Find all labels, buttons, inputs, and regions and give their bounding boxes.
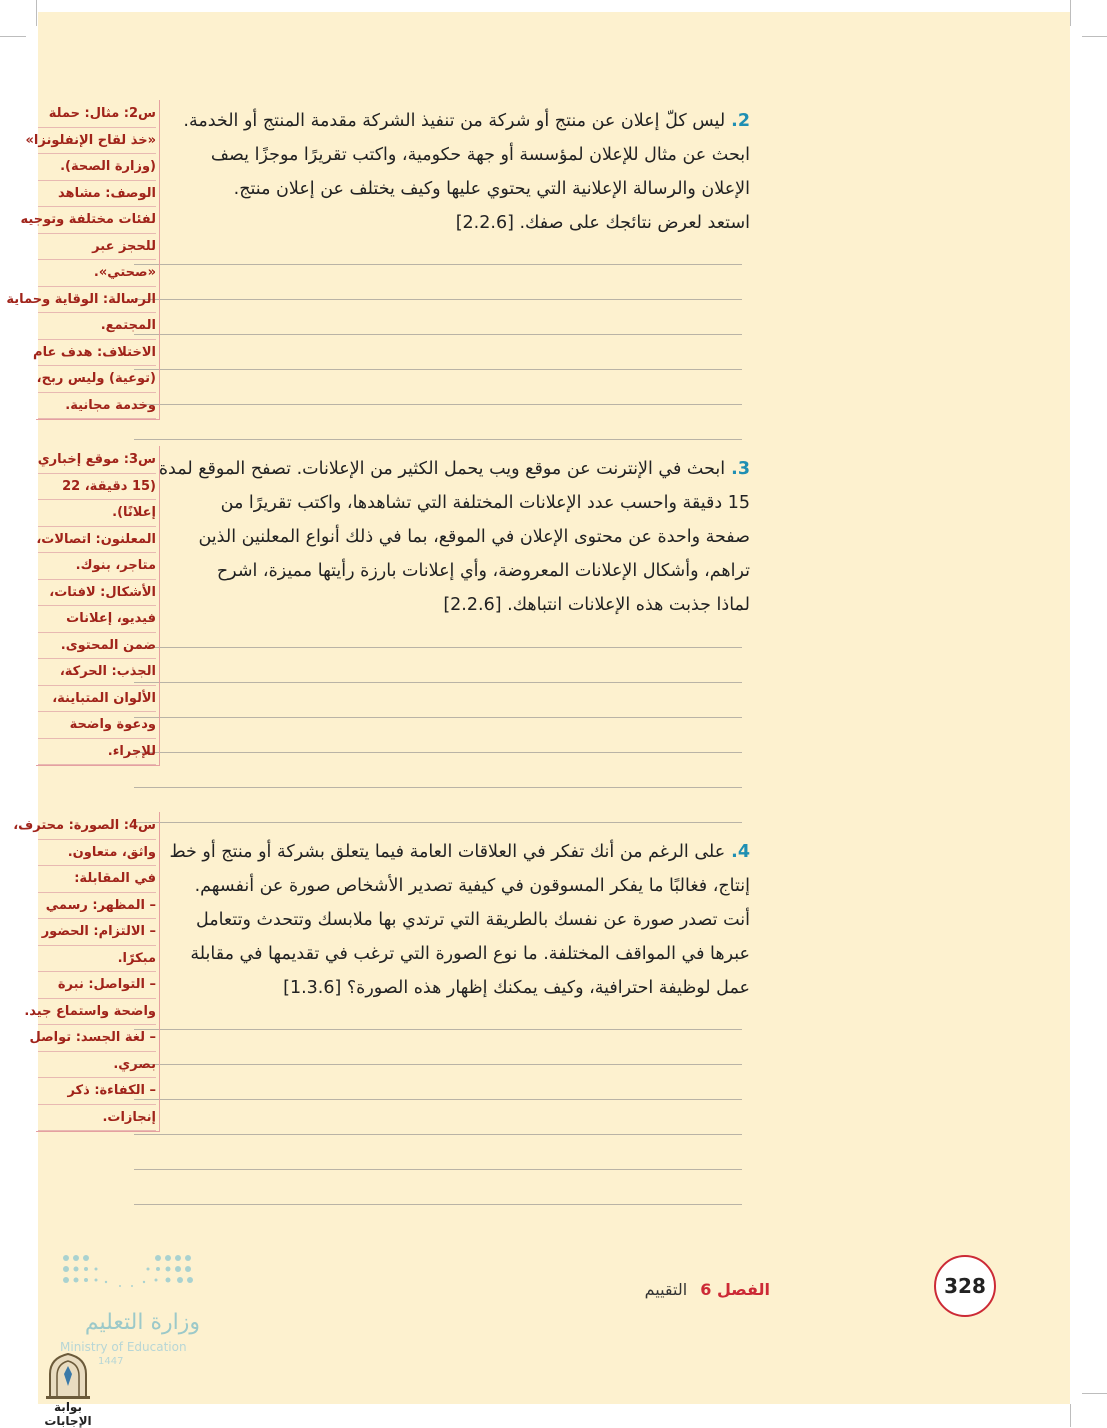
answer-note-q3: س3: موقع إخباري (15 دقيقة، 22 إعلانًا). المعلنون: اتصالات، متاجر، بنوك. الأشكال: لافتات، فيديو، إعلانات ضمن المحتوى. الجذب: الحركة، الألوان المتباينة، ودعوة واضحة للإجراء. [36, 446, 160, 766]
answer-line [134, 1029, 742, 1030]
portal-label: بوابة الإجابات [44, 1400, 92, 1428]
chapter-title: التقييم [644, 1280, 688, 1299]
question-number: 4. [731, 842, 750, 862]
answer-line [134, 404, 742, 405]
ministry-year: 1447 [98, 1356, 124, 1367]
answer-line [134, 717, 742, 718]
chapter-label: الفصل 6 [700, 1280, 770, 1299]
question-number: 2. [731, 111, 750, 131]
mosque-arch-icon [30, 1352, 106, 1400]
question-line: 3.ابحث في الإنترنت عن موقع ويب يحمل الكثير من الإعلانات. تصفح الموقع لمدة [158, 459, 750, 479]
answer-note-q4: س4: الصورة: محترف، واثق، متعاون. في المقابلة: – المظهر: رسمي – الالتزام: الحضور مبكرًا. – التواصل: نبرة واضحة واستماع جيد. – لغة الجسد: تواصل بصري. – الكفاءة: ذكر إنجازات. [36, 812, 160, 1132]
chapter-footer [610, 1280, 770, 1299]
dots-pattern-icon [60, 1252, 200, 1292]
answer-line [134, 1134, 742, 1135]
question-line: 15 دقيقة واحسب عدد الإعلانات المختلفة التي تشاهدها، واكتب تقريرًا من [220, 493, 750, 513]
question-line: لماذا جذبت هذه الإعلانات انتباهك. [2.2.6] [443, 595, 750, 615]
answer-line [134, 787, 742, 788]
question-line: تراهم، وأشكال الإعلانات المعروضة، وأي إعلانات بارزة رأيتها مميزة، اشرح [216, 561, 750, 581]
answer-line [134, 369, 742, 370]
answer-line [134, 647, 742, 648]
question-line: 2.ليس كلّ إعلان عن منتج أو شركة من تنفيذ الشركة مقدمة المنتج أو الخدمة. [183, 111, 750, 131]
answer-line [134, 1169, 742, 1170]
answer-line [134, 334, 742, 335]
answer-line [134, 1064, 742, 1065]
crop-mark [1070, 1404, 1071, 1427]
portal-watermark [30, 1352, 106, 1428]
question-3 [150, 452, 750, 622]
crop-mark [36, 0, 37, 26]
crop-mark [0, 36, 26, 37]
crop-mark [1082, 1393, 1107, 1394]
answer-line [134, 752, 742, 753]
question-line: عمل لوظيفة احترافية، وكيف يمكنك إظهار هذه الصورة؟ [1.3.6] [283, 978, 750, 998]
question-line: استعد لعرض نتائجك على صفك. [2.2.6] [455, 213, 750, 233]
question-line: إنتاج، فغالبًا ما يفكر المسوقون في كيفية تصدير الأشخاص صورة عن أنفسهم. [194, 876, 750, 896]
answer-line [134, 1099, 742, 1100]
question-line: عبرها في المواقف المختلفة. ما نوع الصورة التي ترغب في تقديمها في مقابلة [190, 944, 750, 964]
question-line: 4.على الرغم من أنك تفكر في العلاقات العامة فيما يتعلق بشركة أو منتج أو خط [169, 842, 750, 862]
answer-line [134, 439, 742, 440]
question-number: 3. [731, 459, 750, 479]
question-line: ابحث عن مثال للإعلان لمؤسسة أو جهة حكومية، واكتب تقريرًا موجزًا يصف [210, 145, 750, 165]
answer-line [134, 299, 742, 300]
crop-mark [1070, 0, 1071, 26]
answer-line [134, 264, 742, 265]
crop-mark [1082, 36, 1107, 37]
answer-line [134, 822, 742, 823]
answer-line [134, 1204, 742, 1205]
ministry-name-en: Ministry of Education [60, 1340, 187, 1354]
answer-note-q2: س2: مثال: حملة «خذ لقاح الإنفلونزا» (وزارة الصحة). الوصف: مشاهد لفئات مختلفة وتوجيه للحجز عبر «صحتي». الرسالة: الوقاية وحماية المجتمع. الاختلاف: هدف عام (توعية) وليس ربح، وخدمة مجانية. [36, 100, 160, 420]
question-line: أنت تصدر صورة عن نفسك بالطريقة التي ترتدي بها ملابسك وتتحدث وتتعامل [195, 910, 750, 930]
answer-line [134, 682, 742, 683]
question-line: الإعلان والرسالة الإعلانية التي يحتوي عليها وكيف يختلف عن إعلان منتج. [233, 179, 750, 199]
ministry-name-ar: وزارة التعليم [84, 1310, 200, 1335]
question-line: صفحة واحدة عن محتوى الإعلان في الموقع، بما في ذلك أنواع المعلنين الذين [198, 527, 750, 547]
question-2 [150, 104, 750, 240]
page-number: 328 [934, 1255, 996, 1317]
question-4 [150, 835, 750, 1005]
